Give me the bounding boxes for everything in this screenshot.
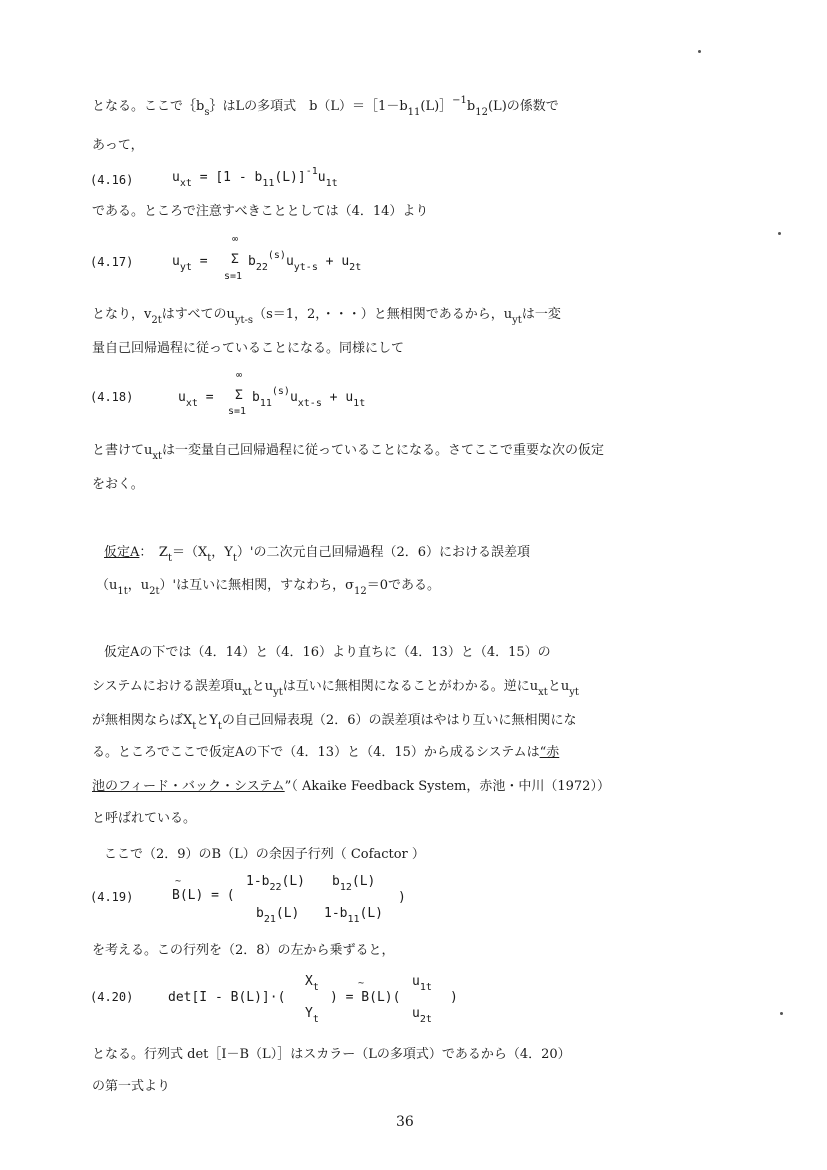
subscript: 12 bbox=[353, 586, 367, 597]
superscript: (s) bbox=[267, 250, 286, 261]
text-line-2: あって， bbox=[92, 138, 144, 153]
subscript: t bbox=[192, 721, 197, 732]
equation-4-20-mid: ) = B(L)( bbox=[330, 990, 401, 1005]
text-span: “赤 bbox=[539, 745, 560, 760]
text-span: る。ところでここで仮定Aの下で（4．13）と（4．15）から成るシステムは bbox=[92, 745, 540, 760]
subscript: t bbox=[167, 553, 172, 564]
subscript: 11 bbox=[347, 914, 360, 925]
equation-4-17-rhs bbox=[248, 250, 362, 273]
text-span: （s＝1，2，・・・）と無相関であるから，u bbox=[253, 307, 513, 322]
text-line-p8: を考える。この行列を（2．8）の左から乗ずると， bbox=[92, 943, 395, 958]
symbol: 1-b bbox=[246, 874, 270, 889]
subscript: yt-s bbox=[293, 262, 318, 273]
subscript: 1t bbox=[117, 586, 128, 597]
matrix-entry-12 bbox=[332, 874, 376, 893]
text-span: ｝はLの多項式 b（L）＝［1－b bbox=[209, 99, 408, 114]
symbol: u bbox=[178, 390, 186, 405]
subscript: 1t bbox=[353, 398, 366, 409]
matrix-entry-11 bbox=[246, 874, 306, 893]
text-span: ”（ Akaike Feedback System，赤池・中川（1972）） bbox=[284, 779, 610, 794]
subscript: xt bbox=[538, 687, 548, 698]
text-span: となり，v bbox=[92, 307, 152, 322]
text-line-6 bbox=[92, 442, 712, 461]
symbol: Y bbox=[305, 1006, 313, 1021]
subscript: 21 bbox=[263, 914, 276, 925]
symbol: u bbox=[285, 254, 294, 269]
text-span: （u bbox=[96, 578, 118, 593]
text-span: ）'の二次元自己回帰過程（2．6）における誤差項 bbox=[236, 545, 531, 560]
subscript: t bbox=[312, 1014, 319, 1025]
vector-u1 bbox=[412, 974, 432, 993]
tilde-mark: ~ bbox=[175, 876, 182, 887]
text-span: はすべてのu bbox=[161, 307, 235, 322]
subscript: 2t bbox=[349, 262, 362, 273]
vector-y bbox=[305, 1006, 319, 1025]
symbol: u bbox=[412, 974, 420, 989]
scan-speck bbox=[778, 232, 781, 235]
symbol: u bbox=[289, 390, 298, 405]
sum-lower-limit: s=1 bbox=[228, 406, 247, 417]
symbol: u bbox=[172, 254, 180, 269]
subscript: xt bbox=[179, 178, 192, 189]
subscript: 2t bbox=[419, 1014, 432, 1025]
equation-4-18-rhs bbox=[252, 386, 366, 409]
superscript: -1 bbox=[305, 166, 318, 177]
equation-number-4-19: (4.19) bbox=[90, 890, 134, 904]
subscript: xt-s bbox=[297, 398, 322, 409]
subscript: yt bbox=[273, 687, 283, 698]
assumption-a-line-1 bbox=[104, 544, 724, 563]
symbol: = bbox=[191, 254, 208, 269]
symbol: u bbox=[172, 170, 180, 185]
symbol: (L) bbox=[275, 906, 300, 921]
subscript: yt bbox=[179, 262, 192, 273]
sum-sigma: Σ bbox=[231, 252, 239, 267]
text-span: (L)］ bbox=[420, 99, 453, 114]
text-span: となる。ここで｛b bbox=[92, 99, 205, 114]
symbol: + u bbox=[321, 390, 354, 405]
subscript: yt bbox=[512, 315, 522, 326]
text-span: は一変量自己回帰過程に従っていることになる。さてここで重要な次の仮定 bbox=[162, 443, 605, 458]
symbol: = [1 - b bbox=[191, 170, 263, 185]
text-span: システムにおける誤差項u bbox=[92, 679, 243, 694]
symbol: b bbox=[256, 906, 264, 921]
subscript: t bbox=[207, 553, 212, 564]
subscript: xt bbox=[185, 398, 198, 409]
symbol: (L) bbox=[359, 906, 384, 921]
subscript: 22 bbox=[269, 882, 282, 893]
text-line-3: である。ところで注意すべきこととしては（4．14）より bbox=[92, 204, 429, 219]
text-line-p9: となる。行列式 det［I－B（L）］はスカラー（Lの多項式）であるから（4．20） bbox=[92, 1047, 571, 1062]
subscript: 1t bbox=[419, 982, 432, 993]
equation-4-20-lhs: det[I - B(L)]·( bbox=[168, 990, 286, 1005]
text-line-p2 bbox=[92, 678, 712, 697]
scan-speck bbox=[698, 50, 701, 53]
symbol: b bbox=[248, 254, 256, 269]
text-line-7: をおく。 bbox=[92, 477, 144, 492]
vector-x bbox=[305, 974, 319, 993]
subscript: 11 bbox=[262, 178, 275, 189]
sum-lower-limit: s=1 bbox=[224, 271, 243, 282]
vector-close-paren: ) bbox=[450, 990, 458, 1005]
assumption-a-line-2 bbox=[96, 577, 716, 596]
page-number: 36 bbox=[396, 1114, 414, 1130]
text-line-4 bbox=[92, 306, 712, 325]
subscript: 12 bbox=[475, 107, 488, 118]
equation-4-16 bbox=[172, 166, 338, 189]
text-line-p4 bbox=[92, 744, 712, 762]
tilde-mark: ~ bbox=[358, 978, 365, 989]
subscript: yt-s bbox=[234, 315, 254, 326]
text-span: が無相関ならばX bbox=[92, 713, 193, 728]
text-span: は互いに無相関になることがわかる。逆にu bbox=[282, 679, 539, 694]
symbol: = bbox=[197, 390, 214, 405]
text-span: とu bbox=[547, 679, 570, 694]
text-span: ： Z bbox=[139, 545, 168, 560]
text-line-5: 量自己回帰過程に従っていることになる。同様にして bbox=[92, 341, 405, 356]
equation-4-17-lhs bbox=[172, 254, 208, 273]
text-line-1 bbox=[92, 95, 712, 118]
equation-number-4-17: (4.17) bbox=[90, 255, 134, 269]
text-span: は一変 bbox=[521, 307, 561, 322]
symbol: (L) bbox=[351, 874, 376, 889]
matrix-entry-22 bbox=[324, 906, 384, 925]
vector-u2 bbox=[412, 1006, 432, 1025]
symbol: (L)] bbox=[274, 170, 306, 185]
text-span: ＝（X bbox=[171, 545, 208, 560]
text-line-p5 bbox=[92, 778, 712, 796]
text-span: b bbox=[466, 99, 476, 114]
text-line-p10: の第一式より bbox=[92, 1079, 171, 1094]
superscript: −1 bbox=[452, 95, 467, 106]
subscript: xt bbox=[152, 451, 163, 462]
text-span: と書けてu bbox=[92, 443, 153, 458]
subscript: t bbox=[217, 721, 222, 732]
subscript: xt bbox=[242, 687, 252, 698]
subscript: 22 bbox=[255, 262, 268, 273]
assumption-label: 仮定A bbox=[104, 545, 140, 560]
sum-upper-limit: ∞ bbox=[232, 234, 239, 245]
superscript: (s) bbox=[271, 386, 290, 397]
scan-speck bbox=[780, 1012, 783, 1015]
subscript: t bbox=[232, 553, 237, 564]
subscript: s bbox=[204, 107, 210, 118]
matrix-entry-21 bbox=[256, 906, 300, 925]
subscript: 11 bbox=[407, 107, 421, 118]
matrix-close-paren: ) bbox=[398, 890, 406, 905]
sum-sigma: Σ bbox=[235, 388, 243, 403]
text-span: ＝0である。 bbox=[366, 578, 440, 593]
subscript: yt bbox=[569, 687, 579, 698]
symbol: + u bbox=[317, 254, 350, 269]
symbol: u bbox=[317, 170, 326, 185]
symbol: u bbox=[412, 1006, 420, 1021]
text-span: ，Y bbox=[211, 545, 233, 560]
text-span: (L)の係数で bbox=[487, 99, 559, 114]
subscript: t bbox=[312, 982, 319, 993]
text-span: ）'は互いに無相関，すなわち，σ bbox=[159, 578, 354, 593]
text-line-p1: 仮定Aの下では（4．14）と（4．16）より直ちに（4．13）と（4．15）の bbox=[104, 645, 551, 660]
sum-upper-limit: ∞ bbox=[236, 370, 243, 381]
equation-4-19-lhs: B(L) = ( bbox=[172, 888, 235, 903]
subscript: 11 bbox=[259, 398, 272, 409]
equation-number-4-16: (4.16) bbox=[90, 173, 134, 187]
symbol: 1-b bbox=[324, 906, 348, 921]
text-line-p3 bbox=[92, 712, 712, 731]
text-span: 池のフィード・バック・システム bbox=[92, 779, 285, 794]
text-span: ，u bbox=[127, 578, 150, 593]
text-span: とu bbox=[251, 679, 274, 694]
text-line-p6: と呼ばれている。 bbox=[92, 811, 197, 826]
text-span: の自己回帰表現（2．6）の誤差項はやはり互いに無相関にな bbox=[221, 713, 577, 728]
symbol: b bbox=[332, 874, 340, 889]
subscript: 1t bbox=[325, 178, 338, 189]
subscript: 2t bbox=[151, 315, 162, 326]
equation-4-18-lhs bbox=[178, 390, 214, 409]
text-line-p7: ここで（2．9）のB（L）の余因子行列（ Cofactor ） bbox=[104, 847, 425, 862]
subscript: 2t bbox=[149, 586, 160, 597]
symbol: X bbox=[305, 974, 313, 989]
equation-number-4-18: (4.18) bbox=[90, 390, 134, 404]
text-span: とY bbox=[196, 713, 218, 728]
equation-number-4-20: (4.20) bbox=[90, 990, 134, 1004]
subscript: 12 bbox=[339, 882, 352, 893]
symbol: (L) bbox=[281, 874, 306, 889]
symbol: b bbox=[252, 390, 260, 405]
